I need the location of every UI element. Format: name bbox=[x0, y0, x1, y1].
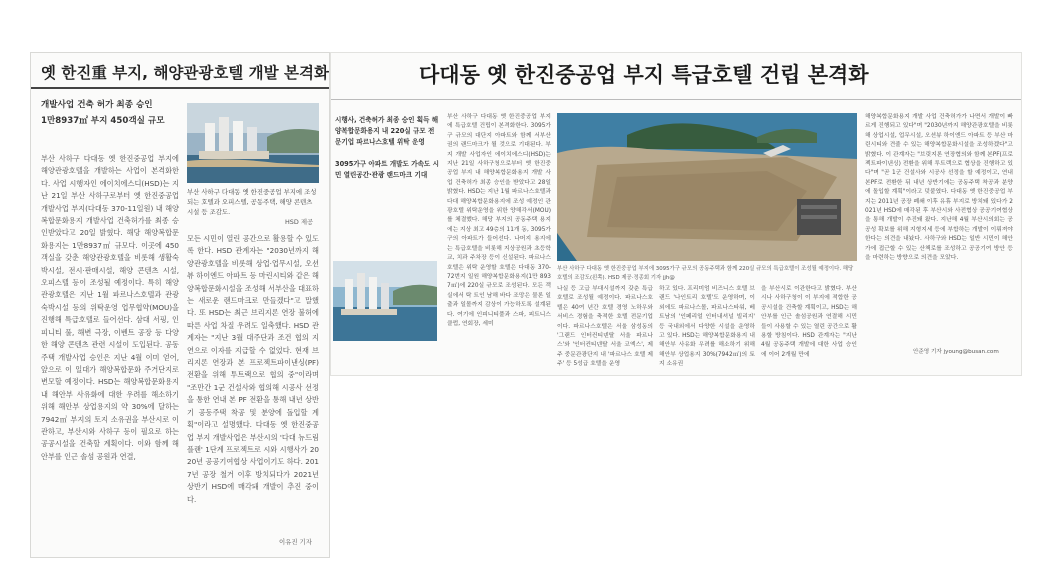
article-left-col1: 부산 사하구 다대동 옛 한진중공업 부지에 해양관광호텔을 개발하는 사업이 본격화한다. 사업 시행자인 에이치에스디(HSD)는 지난 21일 부산 사하구로부터 옛 한진중공업 개발사업 부지(다대동 370-11일원) 내 해양복합문화용지 개발사업 건축허가를 최종 승인받았다고 20일 밝혔다. 해당 해양복합문화용지는 1만8937㎡ 규모다. 이곳에 450객실을 갖춘 해양관광호텔을 비롯해 생활숙박시설, 전시·판매시설, 해양 콘텐츠 시설, 오피스텔 등이 조성될 예정이다. 특히 해양관광호텔은 지난 1월 파르나스호텔과 관광숙박시설 등의 위탁운영 업무협약(MOU)을 진행해 특급호텔로 들어선다. 삼대 서핑, 인피니티 풀, 해변 극장, 이벤트 공장 등 다양한 해양 콘텐츠 관련 시설이 도입된다. 공동주택 개발사업 승인은 지난 4월 이미 얻어, 앞으로 이 일대가 해양복합문화 주거단지로 변모할 예정이다. HSD는 해양복합문화용지 내 해안부 사유화에 대한 우려를 해소하기 위해 해안부 상업용지의 약 30%에 달하는 7942㎡ 부지의 토지 소유권을 부산시로 이관하고, 부산시와 사하구 등이 필요로 하는 공공시설을 건축할 계획이다. 이와 함께 해안부를 인근 솔섬 공원과 연결, bbox=[41, 154, 179, 461]
article-right-bottom-col1: 나실 등 고급 부대시설까지 갖춘 특급호텔로 조성될 예정이다. 파르나스호텔은 40여 년간 호텔 경영 노하우와 서비스 경험을 축적한 호텔 전문기업이다. 파르나스호텔은 서울 삼성동의 '그랜드 인터컨티넨탈 서울 파르나스'와 '인터컨티넨탈 서울 코엑스', 제주 중문관광단지 내 '파르나스 호텔 제주' 등 5성급 호텔을 운영 bbox=[557, 286, 653, 367]
byline-right: 안준영 기자 jyoung@busan.com bbox=[913, 349, 999, 355]
headline-rule-right bbox=[331, 99, 1021, 100]
headline-right: 다대동 옛 한진중공업 부지 특급호텔 건립 본격화 bbox=[419, 63, 869, 87]
subhead-left-1: 개발사업 건축 허가 최종 승인 bbox=[41, 100, 153, 110]
news-clipping-right bbox=[330, 52, 1022, 376]
side-subhead-1: 시행사, 건축허가 최종 승인 획득 해양복합문화용지 내 220실 규모 전문기업 파르나스호텔 위탁 운영 bbox=[335, 116, 439, 146]
side-subhead-2: 3095가구 아파트 개발도 가속도 시민 열린공간·관광 랜드마크 기대 bbox=[335, 160, 439, 179]
headline-rule-left bbox=[31, 87, 329, 89]
rendering-photo-right bbox=[333, 261, 437, 341]
subhead-left-2: 1만8937㎡ 부지 450객실 규모 bbox=[41, 116, 165, 126]
main-photo-caption: 부산 사하구 다대동 옛 한진중공업 부지에 3095가구 규모의 공동주택과 함께 220실 규모의 특급호텔이 조성될 예정이다. 해당 호텔의 조감도(왼쪽). HSD 제공·정종회 기자 jjh@ bbox=[557, 266, 854, 281]
photo-caption-left: 부산 사하구 다대동 옛 한진중공업 부지에 조성되는 호텔과 오피스텔, 공동주택, 해양 콘텐츠 시설 등 조감도. bbox=[187, 188, 317, 216]
news-clipping-left bbox=[30, 52, 330, 558]
article-right-bottom-col3: 을 부산시로 이관한다고 밝혔다. 부산시나 사하구청이 이 부지에 적합한 공공시설을 건축할 계획이고, HSD는 해안부를 인근 솔섬공원과 연결해 시민들이 사용할 수 있는 열린 공간으로 활용할 방침이다. HSD 관계자는 "지난 4월 공동주택 개발에 대한 사업 승인에 이어 2개월 만에 bbox=[761, 286, 857, 358]
article-right-col1: 부산 사하구 다대동 옛 한진중공업 부지에 특급호텔 건립이 본격화한다. 3095가구 규모의 대단지 아파트와 함께 서부산권의 랜드마크가 될 것으로 기대된다. 부지 개발 사업자인 에이치에스디(HSD)는 지난 21일 사하구청으로부터 옛 한진중공업 부지 내 해양복합문화용지 개발 사업 건축허가 최종 승인을 받았다고 28일 밝혔다. HSD는 지난 1월 파르나스호텔과 다대 해양복합문화용지에 조성 예정인 관광호텔 위탁운영을 위한 양해각서(MOU)를 체결했다. 해당 부지의 공동주택 용지에는 지상 최고 49층의 11개 동, 3095가구의 아파트가 들어선다. 나머지 용지에는 특급호텔을 비롯해 지상공원과 초등학교, 치과 주차장 등이 신설된다. 파르나스호텔은 위탁 운영할 호텔은 다대동 370-72번지 일원 해양복합문화용지(1만 8937㎡)에 220실 규모로 조성된다. 모든 객실에서 탁 트인 남해 바다 조망은 물론 일출과 일몰까지 감상이 가능하도록 설계된다. 여기에 인피니티풀과 스파, 피트니스클럽, 연회장, 세미 bbox=[447, 114, 551, 327]
article-right-col-right: 해양복합문화용지 개발 사업 건축허가가 나면서 개발이 빠르게 진행되고 있다"며 "2030년까지 해양관광호텔을 비롯해 상업시설, 업무시설, 오션뷰 하이엔드 아파트 등 부산 마린시티와 견줄 수 있는 해양복합문화시설을 조성하겠다"고 밝혔다. 이 관계자는 "브릿지론 연장협의와 함께 본PF(프로젝트파이낸싱) 전환을 위해 투트랙으로 협상을 진행하고 있다"며 "곧 1군 건설사와 시공사 선정을 할 예정이고, 연내 본PF로 전환한 뒤 내년 상반기에는 공동주택 착공과 분양에 돌입할 계획"이라고 덧붙였다. 다대동 옛 한진중공업 부지는 2011년 공장 폐쇄 이후 유휴 부지로 방치돼 있다가 2021년 HSD에 매각된 후 부산시와 사전협상 공공기여협상을 통해 개발이 추진돼 왔다. 지난해 4월 부산시의회는 공공성 확보를 위해 지형지세 등에 부합하는 개발이 이뤄져야 한다는 의견을 내놨다. 사하구와 HSD는 일반 시민이 해안가에 접근할 수 있는 산책로를 조성하고 공공기여 방안 등을 마련하는 방향으로 의견을 모았다. bbox=[865, 114, 1013, 262]
headline-left: 옛 한진重 부지, 해양관광호텔 개발 본격화 bbox=[41, 64, 329, 82]
byline-left: 이유진 기자 bbox=[279, 538, 312, 546]
aerial-site-photo bbox=[557, 113, 857, 261]
article-left-col2: 모든 시민이 열린 공간으로 활용할 수 있도록 한다. HSD 관계자는 "2030년까지 해양관광호텔을 비롯해 상업·업무시설, 오션뷰 하이엔드 아파트 등 마린시티와 같은 해양복합문화시설을 조성해 서부산을 대표하는 새로운 랜드마크로 만들겠다"고 말했다. 또 HSD는 최근 브리지론 연장 불허에 따른 사업 차질 우려도 일축했다. HSD 관계자는 "지난 3월 대주단과 조건 협의 지연으로 이자를 지급할 수 없었다. 현재 브리지론 연장과 본 프로젝트파이낸싱(PF) 전환을 위해 투트랙으로 협의 중"이라며 "조만간 1군 건설사와 협의해 시공사 선정을 통한 연내 본 PF 전환을 통해 내년 상반기 공동주택 착공 및 분양에 돌입할 계획"이라고 설명했다. 다대동 옛 한진중공업 부지 개발사업은 부산시의 '다대 뉴드림 플랜' 1단계 프로젝트로 시와 시행사가 2020년 공공기여협상 사업이기도 하다. 2017년 공장 철거 이후 방치되다가 2021년 상반기 HSD에 매각돼 개발이 추진 중이다. bbox=[187, 234, 319, 504]
photo-credit-left: HSD 제공 bbox=[285, 218, 314, 226]
rendering-photo-left bbox=[187, 103, 319, 183]
article-right-bottom-col2: 하고 있다. 프리미엄 비즈니스 호텔 브랜드 '나인트리 호텔'도 운영하며, 이 외에도 파르나스몰, 파르나스타워, 베트남의 '인페리얼 인터내셔널 빌리지' 등 국내외에서 다양한 시설을 운영하고 있다. HSD는 해양복합문화용지 내 해안부 사유화 우려를 해소하기 위해 해안부 상업용지 30%(7942㎡)의 토지 소유권 bbox=[659, 286, 755, 367]
